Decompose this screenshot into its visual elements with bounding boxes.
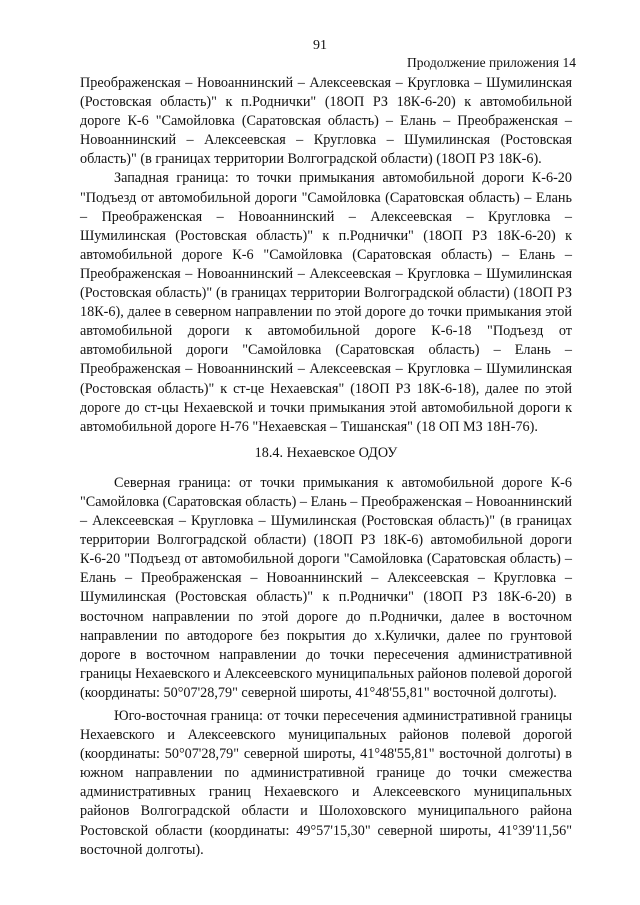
paragraph-northern-border: Северная граница: от точки примыкания к автомобильной дороге К-6 "Самойловка (Саратовская область) – Елань – Преображенская – Новоаннинский – Алексеевская – Кругловка – Шумилинская (Ростовская область)" (в границах территории Волгоградской области) (18ОП РЗ 18К-6) автомобильной дороги К-6-20 "Подъезд от автомобильной дороги "Самойловка (Саратовская область) – Елань – Преображенская – Новоаннинский – Алексеевская – Кругловка – Шумилинская (Ростовская область)" к п.Роднички" (18ОП РЗ 18К-6-20) в восточном направлении по этой дороге до п.Роднички, далее в восточном направлении по автодороге без покрытия до х.Кулички, далее по грунтовой дороге в восточном направлении до точки пересечения административной границы Нехаевского и Алексеевского муниципальных районов полевой дорогой (координаты: 50°07'28,79" северной широты, 41°48'55,81" восточной долготы). [80, 474, 573, 701]
paragraph-southeastern-border: Юго-восточная граница: от точки пересечения административной границы Нехаевского и Алексеевского муниципальных районов полевой дорогой (координаты: 50°07'28,79" северной широты, 41°48'55,81" восточной долготы) в южном направлении по административной границе до точки смежества административных границ Нехаевского и Алексеевского муниципальных районов Волгоградской области и Шолоховского муниципального района Ростовской области (координаты: 49°57'15,30" северной широты, 41°39'11,56" восточной долготы). [80, 708, 572, 858]
paragraph-continuation: Преображенская – Новоаннинский – Алексеевская – Кругловка – Шумилинская (Ростовская область)" к п.Роднички" (18ОП РЗ 18К-6-20) к автомобильной дороге К-6 "Самойловка (Саратовская область) – Елань – Преображенская – Новоаннинский – Алексеевская – Кругловка – Шумилинская (Ростовская область)" (в границах территории Волгоградской области) (18ОП РЗ 18К-6). [80, 75, 572, 168]
paragraph-western-border: Западная граница: то точки примыкания автомобильной дороги К-6-20 "Подъезд от автомобильной дороги "Самойловка (Саратовская область) – Елань – Преображенская – Новоаннинский – Алексеевская – Кругловка – Шумилинская (Ростовская область)" к п.Роднички" (18ОП РЗ 18К-6-20) к автомобильной дороге К-6 "Самойловка (Саратовская область) – Елань – Преображенская – Новоаннинский – Алексеевская – Кругловка – Шумилинская (Ростовская область)" (в границах территории Волгоградской области) (18ОП РЗ 18К-6), далее в северном направлении по этой дороге до точки примыкания этой автомобильной дороги к автомобильной дороге К-6-18 "Подъезд от автомобильной дороги "Самойловка (Саратовская область) – Елань – Преображенская – Новоаннинский – Алексеевская – Кругловка – Шумилинская (Ростовская область)" к ст-це Нехаевская" (18ОП РЗ 18К-6-18), далее по этой дороге до ст-цы Нехаевской и точки примыкания этой автомобильной дороги к автомобильной дороге Н-76 "Нехаевская – Тишанская" (18 ОП МЗ 18Н-76). [80, 170, 572, 435]
appendix-continuation-note: Продолжение приложения 14 [406, 55, 576, 70]
section-heading: 18.4. Нехаевское ОДОУ [254, 444, 398, 461]
page-number: 91 [313, 38, 327, 53]
document-body [80, 74, 572, 860]
